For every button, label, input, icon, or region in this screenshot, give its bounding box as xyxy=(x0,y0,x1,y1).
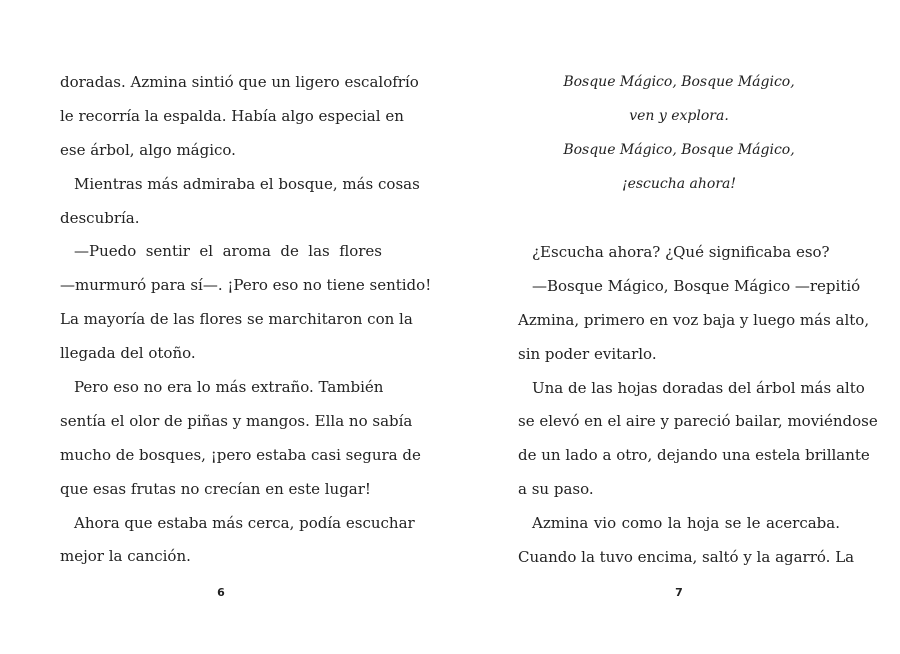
page-number-right: 7 xyxy=(675,586,683,599)
text-line: Azmina vio como la hoja se le acercaba. xyxy=(532,514,840,533)
text-line: —Bosque Mágico, Bosque Mágico —repitió xyxy=(532,276,861,295)
right-page-text xyxy=(518,236,878,575)
text-line: ese árbol, algo mágico. xyxy=(60,140,236,159)
right-page xyxy=(518,0,878,654)
text-line: Ahora que estaba más cerca, podía escuchar xyxy=(74,513,415,532)
text-line: —murmuró para sí—. ¡Pero eso no tiene sentido! xyxy=(60,276,432,295)
text-line: Azmina, primero en voz baja y luego más alto, xyxy=(518,310,870,329)
text-line: de un lado a otro, dejando una estela brillante xyxy=(518,446,870,465)
text-line: Cuando la tuvo encima, saltó y la agarró. La xyxy=(518,548,855,567)
text-line: a su paso. xyxy=(518,480,594,499)
verse-line: ven y explora. xyxy=(629,107,729,124)
text-line: que esas frutas no crecían en este lugar! xyxy=(60,479,371,498)
text-line: mucho de bosques, ¡pero estaba casi segura de xyxy=(60,445,421,464)
text-line: doradas. Azmina sintió que un ligero escalofrío xyxy=(60,73,419,91)
left-page-text xyxy=(60,66,432,574)
text-line: —Puedo sentir el aroma de las flores xyxy=(74,242,382,261)
text-line: sentía el olor de piñas y mangos. Ella no sabía xyxy=(60,411,413,430)
text-line: Pero eso no era lo más extraño. También xyxy=(74,378,384,397)
text-line: sin poder evitarlo. xyxy=(518,344,657,363)
song-verse xyxy=(518,66,840,202)
text-line: le recorría la espalda. Había algo especial en xyxy=(60,106,404,125)
left-page xyxy=(60,0,432,654)
text-line: descubría. xyxy=(60,208,140,227)
text-line: se elevó en el aire y pareció bailar, moviéndose xyxy=(518,412,878,431)
text-line: mejor la canción. xyxy=(60,547,191,566)
verse-line: Bosque Mágico, Bosque Mágico, xyxy=(563,141,795,158)
text-line: ¿Escucha ahora? ¿Qué significaba eso? xyxy=(532,243,830,261)
text-line: La mayoría de las flores se marchitaron con la xyxy=(60,310,413,329)
text-line: Una de las hojas doradas del árbol más alto xyxy=(532,378,865,397)
verse-line: Bosque Mágico, Bosque Mágico, xyxy=(563,74,795,90)
text-line: Mientras más admiraba el bosque, más cosas xyxy=(74,174,420,193)
verse-line: ¡escucha ahora! xyxy=(621,175,737,192)
text-line: llegada del otoño. xyxy=(60,344,196,363)
page-number-left: 6 xyxy=(217,586,225,599)
